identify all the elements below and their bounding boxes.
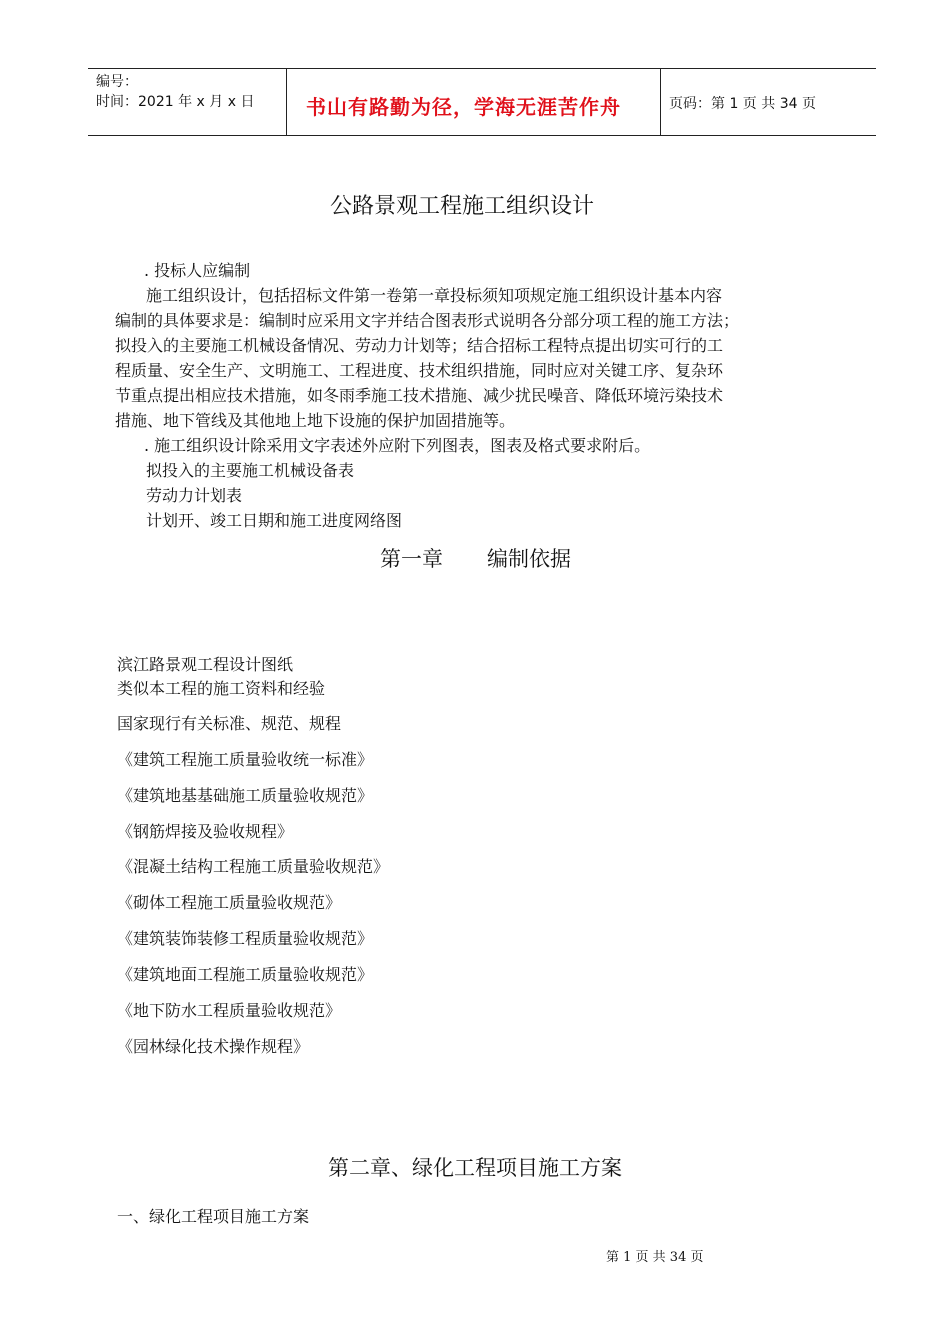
basis-item: 《建筑地基基础施工质量验收规范》 xyxy=(117,786,374,805)
basis-item: 《建筑装饰装修工程质量验收规范》 xyxy=(117,929,374,948)
intro-paragraph-3: . 施工组织设计除采用文字表述外应附下列图表，图表及格式要求附后。 xyxy=(144,436,651,455)
page-footer: 第 1 页 共 34 页 xyxy=(606,1250,704,1265)
basis-item: 国家现行有关标准、规范、规程 xyxy=(117,714,342,733)
header-page-info: 页码：第 1 页 共 34 页 xyxy=(669,96,816,112)
header-date: 时间：2021 年 x 月 x 日 xyxy=(96,94,255,110)
basis-item: 《建筑地面工程施工质量验收规范》 xyxy=(117,965,374,984)
document-title: 公路景观工程施工组织设计 xyxy=(330,194,595,219)
basis-item: 类似本工程的施工资料和经验 xyxy=(117,679,326,698)
intro-paragraph-2-line-5: 节重点提出相应技术措施，如冬雨季施工技术措施、减少扰民噪音、降低环境污染技术 xyxy=(115,386,724,405)
intro-paragraph-1: . 投标人应编制 xyxy=(144,261,251,280)
basis-item: 《地下防水工程质量验收规范》 xyxy=(117,1001,342,1020)
intro-paragraph-2-line-4: 程质量、安全生产、文明施工、工程进度、技术组织措施，同时应对关键工序、复杂环 xyxy=(115,361,724,380)
header-divider-right xyxy=(660,68,661,136)
basis-item: 《园林绿化技术操作规程》 xyxy=(117,1037,310,1056)
intro-paragraph-2-line-1: 施工组织设计，包括招标文件第一卷第一章投标须知项规定施工组织设计基本内容 xyxy=(146,286,723,305)
header-number-label: 编号： xyxy=(96,74,138,90)
header-motto: 书山有路勤为径，学海无涯苦作舟 xyxy=(306,95,621,119)
chapter-1-number: 第一章 xyxy=(380,547,443,571)
intro-paragraph-2-line-2: 编制的具体要求是：编制时应采用文字并结合图表形式说明各分部分项工程的施工方法； xyxy=(115,311,740,330)
intro-paragraph-2-line-6: 措施、地下管线及其他地上地下设施的保护加固措施等。 xyxy=(115,411,516,430)
intro-list-item: 拟投入的主要施工机械设备表 xyxy=(146,461,355,480)
basis-item: 滨江路景观工程设计图纸 xyxy=(117,655,294,674)
header-bottom-border xyxy=(88,135,876,136)
intro-list-item: 计划开、竣工日期和施工进度网络图 xyxy=(146,511,403,530)
chapter-2-title: 第二章、绿化工程项目施工方案 xyxy=(328,1156,622,1180)
section-heading: 一、绿化工程项目施工方案 xyxy=(117,1207,310,1226)
header-top-border xyxy=(88,68,876,69)
chapter-1-title: 编制依据 xyxy=(487,547,571,571)
basis-item: 《钢筋焊接及验收规程》 xyxy=(117,822,294,841)
intro-list-item: 劳动力计划表 xyxy=(146,486,243,505)
intro-paragraph-2-line-3: 拟投入的主要施工机械设备情况、劳动力计划等；结合招标工程特点提出切实可行的工 xyxy=(115,336,724,355)
basis-item: 《建筑工程施工质量验收统一标准》 xyxy=(117,750,374,769)
basis-item: 《混凝土结构工程施工质量验收规范》 xyxy=(117,857,390,876)
header-divider-left xyxy=(286,68,287,136)
basis-item: 《砌体工程施工质量验收规范》 xyxy=(117,893,342,912)
